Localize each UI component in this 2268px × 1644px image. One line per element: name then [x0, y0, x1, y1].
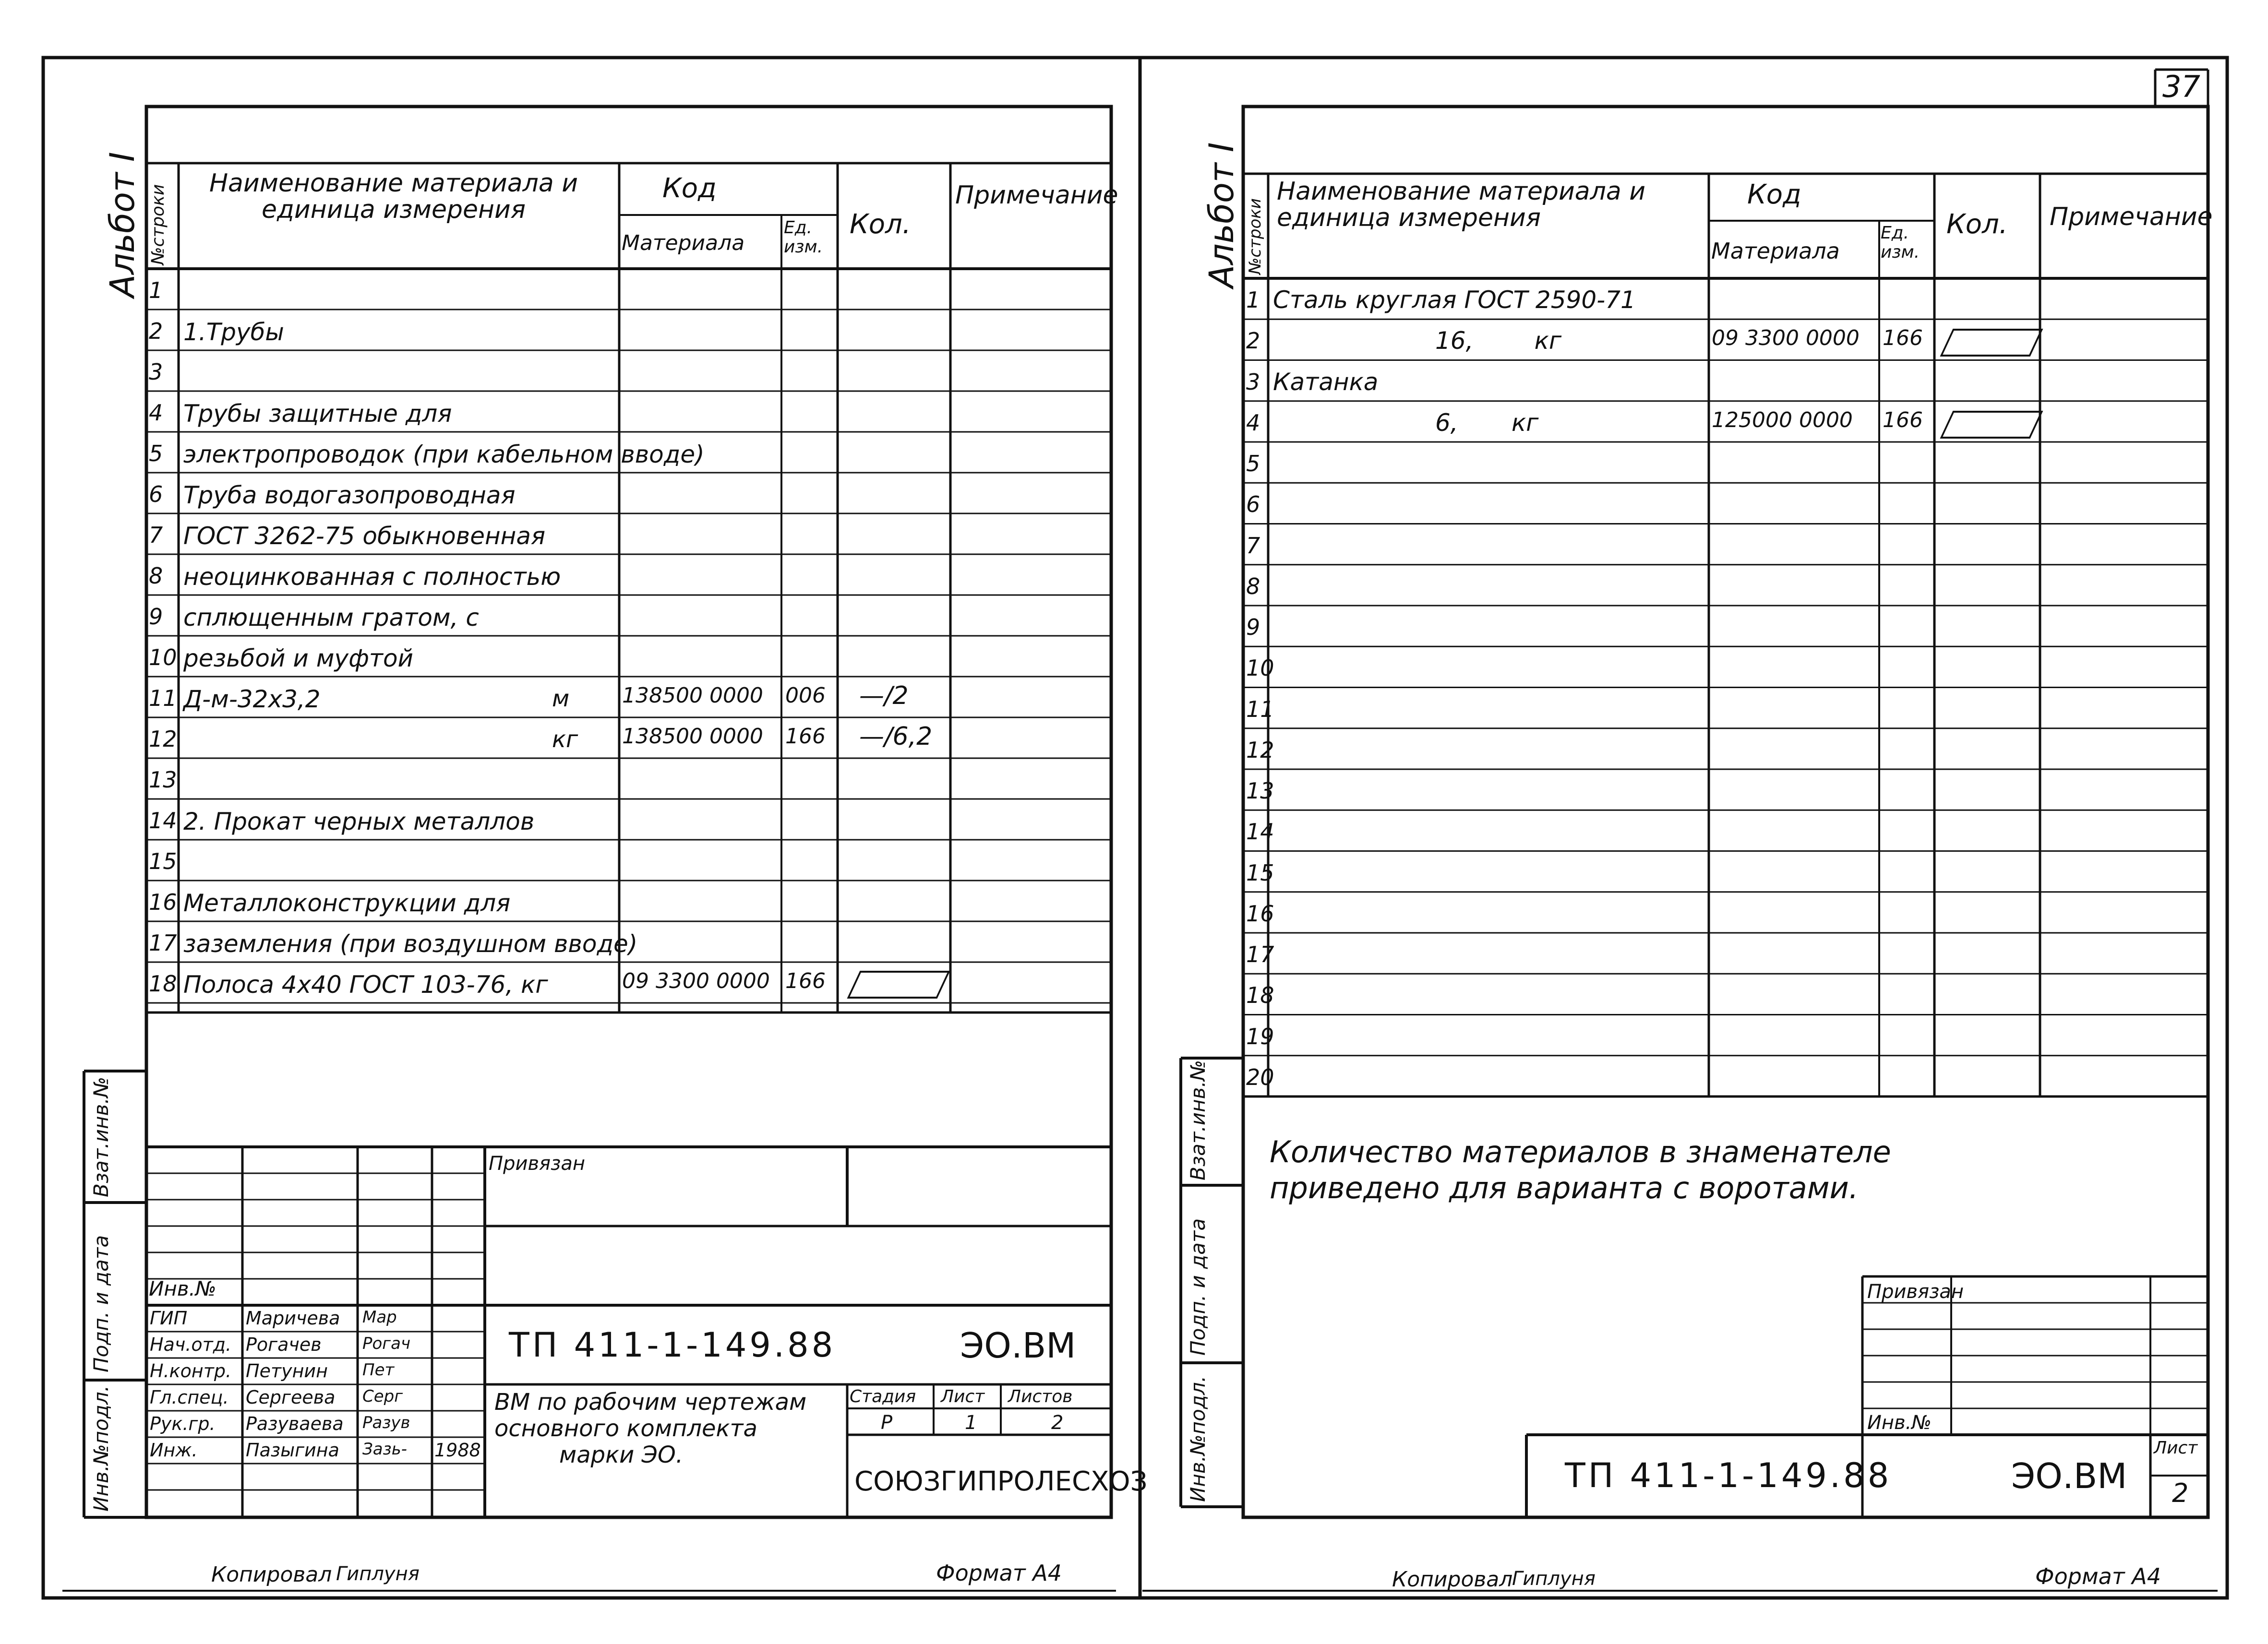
row-unit: 006 — [785, 683, 826, 708]
row-number: 20 — [1246, 1064, 1274, 1090]
row-number: 2 — [1246, 328, 1260, 354]
stamp-signature: Серг — [362, 1387, 403, 1406]
row-number: 11 — [149, 685, 177, 711]
row-name: электропроводок (при кабельном вводе) — [183, 441, 705, 468]
org-name: СОЮЗГИПРОЛЕСХОЗ — [854, 1466, 1148, 1497]
sheet-label-left: Лист — [941, 1387, 985, 1406]
mark-left: ЭО.ВМ — [960, 1325, 1076, 1366]
row-name: резьбой и муфтой — [183, 644, 414, 672]
privyazan-label-left: Привязан — [489, 1153, 586, 1175]
row-qty: —/2 — [859, 681, 909, 710]
desc-left-1: ВМ по рабочим чертежам — [494, 1389, 807, 1416]
row-qty: —/6,2 — [859, 722, 933, 751]
stamp-person-name: Маричева — [246, 1308, 340, 1329]
header-unit-left: Ед. изм. — [784, 218, 823, 257]
right-note-line-1: Количество материалов в знаменателе — [1270, 1134, 1891, 1169]
row-number: 6 — [1246, 491, 1260, 518]
side-label-sign-right: Подп. и дата — [1186, 1218, 1210, 1356]
row-unit: 166 — [785, 724, 826, 749]
row-number: 13 — [149, 767, 177, 793]
privyazan-label-right: Привязан — [1867, 1281, 1964, 1303]
row-number: 12 — [149, 726, 177, 752]
side-label-inv-right: Инв.№подл. — [1186, 1375, 1210, 1502]
row-number: 9 — [1246, 614, 1260, 640]
header-row-no-left: №строки — [148, 184, 168, 265]
header-note-right: Примечание — [2050, 203, 2213, 231]
header-code-right: Код — [1747, 179, 1801, 210]
row-code: 09 3300 0000 — [622, 969, 770, 993]
stamp-signature: Пет — [362, 1360, 395, 1380]
row-number: 3 — [149, 359, 163, 385]
row-name: заземления (при воздушном вводе) — [183, 930, 638, 958]
blank-value-box — [1940, 411, 2043, 439]
row-number: 7 — [149, 522, 163, 548]
row-number: 14 — [1246, 819, 1274, 845]
row-name: 16, кг — [1435, 327, 1562, 355]
row-name: Трубы защитные для — [183, 400, 452, 428]
header-name-left: Наименование материала и единица измерения — [209, 169, 578, 224]
row-unit: 166 — [1883, 407, 1923, 432]
row-name: Металлоконструкции для — [183, 889, 511, 917]
stamp-role: Н.контр. — [150, 1360, 232, 1382]
row-name: ГОСТ 3262-75 обыкновенная — [183, 522, 546, 550]
sheet-value-right: 2 — [2172, 1478, 2189, 1508]
row-number: 5 — [1246, 451, 1260, 477]
row-name: сплющенным гратом, с — [183, 604, 479, 631]
header-qty-left: Кол. — [850, 209, 911, 240]
row-name: Полоса 4х40 ГОСТ 103-76, кг — [183, 971, 548, 999]
row-name: Труба водогазопроводная — [183, 481, 516, 509]
stage-value: Р — [881, 1412, 893, 1434]
row-number: 2 — [149, 318, 163, 344]
inv-label-right: Инв.№ — [1867, 1412, 1932, 1434]
row-number: 17 — [1246, 941, 1274, 967]
row-code: 138500 0000 — [622, 724, 763, 749]
stamp-signature: Зазь- — [362, 1440, 408, 1459]
row-number: 5 — [149, 441, 163, 466]
sheets-label: Листов — [1008, 1387, 1073, 1406]
doc-code-right: ТП 411-1-149.88 — [1565, 1456, 1892, 1495]
side-label-vzam-right: Взат.инв.№ — [1186, 1060, 1210, 1180]
side-label-sign-left: Подп. и дата — [89, 1235, 113, 1372]
row-number: 3 — [1246, 369, 1260, 395]
side-label-vzam-left: Взат.инв.№ — [89, 1076, 113, 1197]
row-number: 1 — [149, 277, 163, 303]
row-number: 19 — [1246, 1023, 1274, 1049]
stamp-signature: Рогач — [362, 1334, 411, 1353]
header-qty-right: Кол. — [1946, 209, 2008, 240]
row-number: 10 — [149, 644, 177, 670]
row-name: Катанка — [1273, 368, 1379, 396]
stamp-person-name: Разуваева — [246, 1413, 344, 1434]
row-name: 6, кг — [1435, 408, 1539, 437]
stamp-role: Инж. — [150, 1440, 198, 1461]
doc-code-left: ТП 411-1-149.88 — [509, 1325, 836, 1365]
row-name: 1.Трубы — [183, 318, 284, 346]
right-note-line-2: приведено для варианта с воротами. — [1270, 1170, 1859, 1205]
row-number: 18 — [1246, 982, 1274, 1009]
stage-label: Стадия — [850, 1387, 916, 1406]
stamp-role: Нач.отд. — [150, 1334, 232, 1355]
row-number: 12 — [1246, 737, 1274, 763]
row-unit-label: кг — [552, 726, 578, 753]
row-name: 2. Прокат черных металлов — [183, 808, 535, 835]
stamp-signature: Разув — [362, 1413, 410, 1432]
row-name: Д-м-32х3,2 — [183, 685, 321, 713]
copied-sign-right: Гиплуня — [1512, 1568, 1596, 1590]
row-code: 138500 0000 — [622, 683, 763, 708]
row-number: 9 — [149, 604, 163, 630]
header-row-no-right: №строки — [1246, 198, 1265, 274]
stamp-signature: Мар — [362, 1308, 397, 1327]
format-label-left: Формат А4 — [936, 1560, 1062, 1586]
album-label-left: Альбот I — [103, 152, 142, 298]
format-label-right: Формат А4 — [2035, 1563, 2161, 1589]
row-number: 15 — [149, 848, 177, 874]
mark-right: ЭО.ВМ — [2011, 1456, 2127, 1496]
sheets-value: 2 — [1051, 1412, 1064, 1434]
desc-left-2: основного комплекта — [494, 1415, 757, 1442]
row-unit: 166 — [1883, 326, 1923, 351]
album-label-right: Альбот I — [1202, 142, 1241, 288]
row-number: 11 — [1246, 696, 1274, 722]
row-code: 09 3300 0000 — [1712, 326, 1860, 351]
stamp-person-name: Пазыгина — [246, 1440, 339, 1461]
header-note-left: Примечание — [955, 181, 1118, 210]
blank-value-box — [847, 971, 950, 999]
stamp-role: Рук.гр. — [150, 1413, 216, 1434]
row-number: 10 — [1246, 655, 1274, 681]
row-number: 15 — [1246, 859, 1274, 886]
header-unit-right: Ед. изм. — [1881, 223, 1920, 262]
desc-left-3: марки ЭО. — [559, 1441, 684, 1468]
copied-sign-left: Гиплуня — [336, 1563, 420, 1585]
row-name: Сталь круглая ГОСТ 2590-71 — [1273, 286, 1636, 314]
row-number: 17 — [149, 930, 177, 956]
stamp-person-name: Рогачев — [246, 1334, 322, 1355]
blank-value-box — [1940, 329, 2043, 357]
row-unit: 166 — [785, 969, 826, 993]
row-number: 4 — [149, 400, 163, 426]
inv-label-left: Инв.№ — [149, 1277, 216, 1300]
row-name: неоцинкованная с полностью — [183, 563, 561, 591]
sheet-value-left: 1 — [965, 1412, 977, 1434]
row-number: 6 — [149, 481, 163, 507]
row-number: 14 — [149, 808, 177, 834]
copied-label-left: Копировал — [211, 1562, 332, 1587]
row-number: 4 — [1246, 409, 1260, 436]
row-unit-label: м — [552, 685, 570, 712]
row-number: 16 — [1246, 900, 1274, 927]
row-number: 7 — [1246, 532, 1260, 559]
header-code-left: Код — [662, 173, 717, 204]
sheet-number: 37 — [2162, 69, 2200, 104]
stamp-person-name: Петунин — [246, 1360, 328, 1382]
header-name-right: Наименование материала и единица измерения — [1277, 177, 1646, 232]
row-number: 8 — [1246, 573, 1260, 599]
stamp-person-name: Сергеева — [246, 1387, 336, 1408]
row-number: 8 — [149, 563, 163, 589]
header-material-left: Материала — [622, 231, 745, 255]
side-label-inv-left: Инв.№подл. — [89, 1385, 113, 1512]
header-material-right: Материала — [1711, 238, 1840, 264]
row-number: 16 — [149, 889, 177, 915]
stamp-role: ГИП — [150, 1308, 188, 1329]
sheet-label-right: Лист — [2154, 1438, 2198, 1458]
row-number: 1 — [1246, 287, 1260, 313]
stamp-date: 1988 — [434, 1440, 481, 1461]
row-code: 125000 0000 — [1712, 407, 1853, 432]
stamp-role: Гл.спец. — [150, 1387, 229, 1408]
row-number: 18 — [149, 971, 177, 997]
copied-label-right: Копировал — [1392, 1567, 1513, 1592]
row-number: 13 — [1246, 778, 1274, 804]
